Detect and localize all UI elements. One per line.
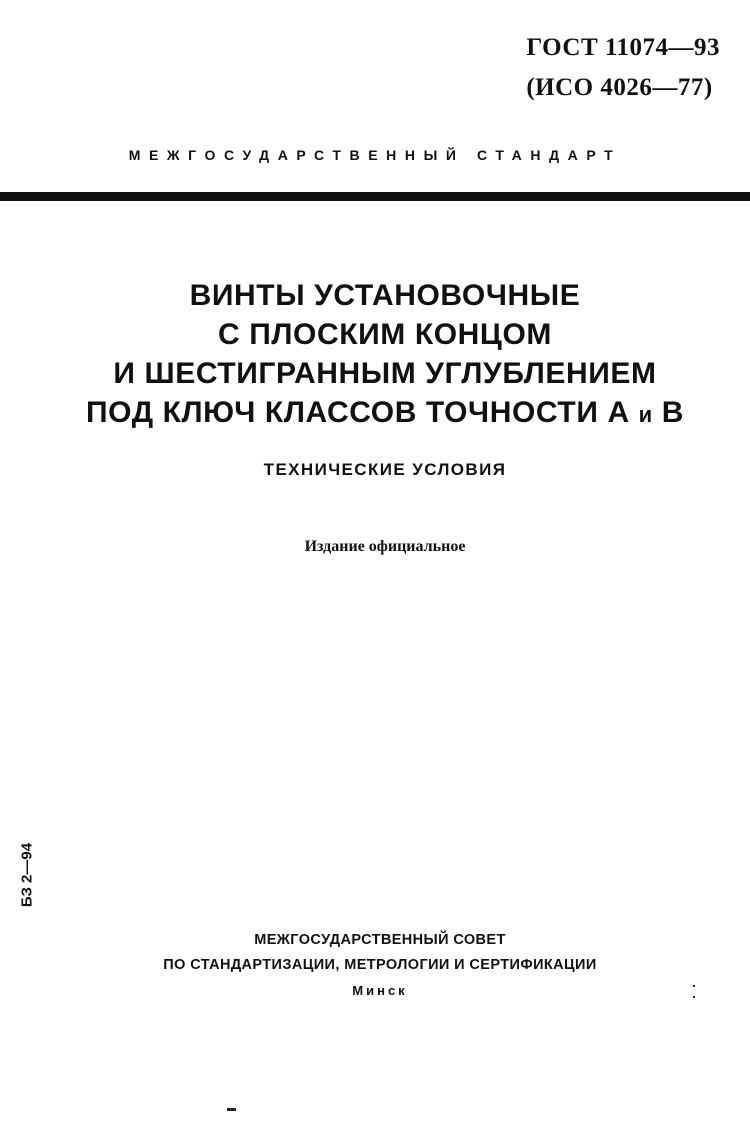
- title-line-3: И ШЕСТИГРАННЫМ УГЛУБЛЕНИЕМ: [113, 357, 657, 390]
- publisher-line-2: ПО СТАНДАРТИЗАЦИИ, МЕТРОЛОГИИ И СЕРТИФИКАЦИИ: [163, 957, 597, 973]
- gost-number: ГОСТ 11074—93: [526, 34, 720, 61]
- scan-speck: [227, 1108, 236, 1111]
- title-line-2: С ПЛОСКИМ КОНЦОМ: [218, 318, 552, 351]
- side-code: [15, 830, 39, 920]
- publisher-city: Минск: [352, 983, 408, 998]
- standard-designation: [526, 28, 720, 108]
- edition-label: Издание официальное: [304, 538, 466, 555]
- publisher-line-1: МЕЖГОСУДАРСТВЕННЫЙ СОВЕТ: [254, 932, 506, 948]
- document-subtitle: ТЕХНИЧЕСКИЕ УСЛОВИЯ: [263, 460, 507, 479]
- header-rule: [0, 192, 750, 201]
- document-title: [0, 276, 750, 434]
- scan-speck: [693, 985, 695, 987]
- scan-speck: [693, 996, 695, 998]
- side-code-text: БЗ 2—94: [18, 842, 36, 908]
- iso-number: (ИСО 4026—77): [526, 74, 713, 101]
- title-line-4-conj: и: [638, 402, 653, 427]
- title-line-1: ВИНТЫ УСТАНОВОЧНЫЕ: [189, 279, 581, 312]
- standard-kind: МЕЖГОСУДАРСТВЕННЫЙ СТАНДАРТ: [128, 147, 622, 163]
- title-line-4-start: ПОД КЛЮЧ КЛАССОВ ТОЧНОСТИ А: [86, 396, 630, 429]
- title-line-4: [0, 393, 750, 434]
- title-line-4-end: В: [661, 396, 684, 429]
- publisher-block: [0, 928, 750, 1003]
